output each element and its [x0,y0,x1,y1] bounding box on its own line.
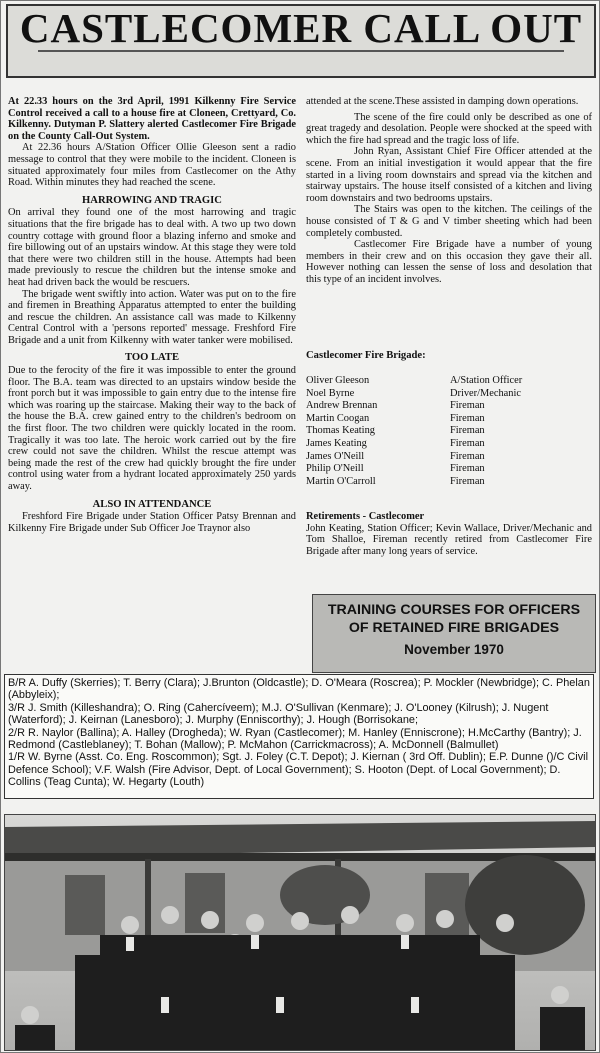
brigade-roster [306,375,566,488]
retirements [306,511,592,557]
article-paragraph: The Stairs was open to the kitchen. The ceilings of the house consisted of T & G and V timber sheeting which had been completely combusted. [306,204,592,239]
roster-row [306,400,566,413]
training-courses-box [312,594,596,673]
roster-rank: Fireman [450,450,485,462]
article-paragraph: At 22.36 hours A/Station Officer Ollie Gleeson sent a radio message to control that they were mobile to the incident. Cloneen is situated approximately four miles from Castlecomer on the Athy Road. Within minutes they had reached the scene. [8,142,296,189]
group-photo [4,814,596,1051]
roster-row [306,451,566,464]
roster-rank: Fireman [450,412,485,424]
roster-row [306,425,566,438]
section-heading: TOO LATE [124,352,180,364]
roster-row [306,438,566,451]
roster-name: James Keating [306,437,367,449]
attendee-group: 1/R W. Byrne (Asst. Co. Eng. Roscommon); Sgt. J. Foley (C.T. Depot); J. Kiernan ( 3rd Off. Dublin); E.P. Dunne ()/C Civil Defence School); V.F. Walsh (Fire Advisor, Dept. of Local Government); S. Hooton (Dept. of Local Government); D. Collins (Teag Cunta); W. Hegarty (Louth) [8,751,589,789]
article-paragraph: Freshford Fire Brigade under Station Officer Patsy Brennan and Kilkenny Fire Brigade under Sub Officer Joe Traynor also [8,511,296,534]
article-paragraph: Due to the ferocity of the fire it was impossible to enter the ground floor. The B.A. team was directed to an upstairs window beside the front porch but it was impossible to gain entry due to the intense fire which was roaring up the staircase. Making their way to the back of the house the B.A. crew gained entry to the children's bedroom on the first floor. The two children were quickly located in the room. Tragically it was too late. The heroic work carried out by the fire crew could not save the children. Whilst the rescue attempt was being made the rest of the crew had quickly brought the fire under control using water from a hydrant located approximately 250 yards away. [8,365,296,492]
article-paragraph: The brigade went swiftly into action. Water was put on to the fire and firemen in Breathing Apparatus attempted to enter the building and rescue the children. An assistance call was made to Kilkenny Central Control with a 'persons reported' message. Freshford Fire Brigade and a unit from Kilkenny with water tanker were mobilised. [8,288,296,346]
course-attendees-list [4,674,594,799]
masthead [6,4,596,78]
article-paragraph: attended at the scene.These assisted in damping down operations. [306,96,579,107]
roster-row [306,413,566,426]
masthead-rule [38,50,564,52]
intro-paragraph: At 22.33 hours on the 3rd April, 1991 Kilkenny Fire Service Control received a call to a house fire at Cloneen, Crettyard, Co. Kilkenny. Dutyman P. Slattery alerted Castlecomer Fire Brigade on the County Call-Out System. [8,96,296,142]
attendee-group: 2/R R. Naylor (Ballina); A. Halley (Drogheda); W. Ryan (Castlecomer); M. Hanley (Enniscrone); H.McCarthy (Bantry); J. Redmond (Castleblaney); T. Bohan (Mallow); P. McMahon (Carrickmacross); A. McDonnell (Balmullet) [8,726,582,752]
left-column [8,96,296,534]
roster-name: Noel Byrne [306,387,355,399]
article-paragraph: On arrival they found one of the most harrowing and tragic situations that the fire brigade has to deal with. A two up two down country cottage with ground floor a blazing inferno and smoke and fire billowing out of an upstairs window. At this stage they were told that there were two children still in the house. Attempts had been made previously to rescue the children but the intense smoke and heat had driven back the would be rescuers. [8,207,296,288]
roster-name: Oliver Gleeson [306,375,370,386]
attendee-group: B/R A. Duffy (Skerries); T. Berry (Clara); J.Brunton (Oldcastle); D. O'Meara (Roscrea); P. Mockler (Newbridge); C. Phelan (Abbyleix); [8,677,590,702]
roster-rank: Driver/Mechanic [450,387,521,399]
roster-name: Martin Coogan [306,412,370,424]
roster-name: Philip O'Neill [306,463,364,475]
roster-rank: Fireman [450,475,485,487]
article-paragraph: John Ryan, Assistant Chief Fire Officer attended at the scene. From an initial investigation it would appear that the fire started in a living room downstairs and spread via the kitchen and stairway upstairs. The house itself consisted of a kitchen and living room downstairs and two bedrooms upstairs. [306,146,592,204]
roster-row [306,375,566,388]
roster-rank: Fireman [450,437,485,449]
training-title-line-1: TRAINING COURSES FOR OFFICERS [327,602,581,618]
section-heading: HARROWING AND TRAGIC [82,194,222,206]
section-heading: ALSO IN ATTENDANCE [92,498,212,510]
article-paragraph: Castlecomer Fire Brigade have a number of young members in their crew and on this occasion they gave their all. However nothing can lessen the sense of loss and desolation that this type of an incident involves. [306,239,592,285]
page-title: CASTLECOMER CALL OUT [19,5,583,51]
roster-rank: Fireman [450,400,485,412]
roster-rank: A/Station Officer [450,375,523,386]
group-photo-image [5,815,595,1050]
roster-row [306,463,566,476]
retirements-text: John Keating, Station Officer; Kevin Wallace, Driver/Mechanic and Tom Shalloe, Fireman recently retired from Castlecomer Fire Brigade after many long years of service. [306,522,592,557]
training-title-line-2: OF RETAINED FIRE BRIGADES [348,620,560,636]
attendee-group: 3/R J. Smith (Killeshandra); O. Ring (Cahercíveem); M.J. O'Sullivan (Kenmare); J. O'Looney (Kilrush); J. Nugent (Waterford); J. Keirnan (Lanesboro); J. Murphy (Enniscorthy); J. Hough (Borrisokane; [8,701,549,727]
training-date: November 1970 [404,642,504,657]
article-paragraph: The scene of the fire could only be described as one of great tragedy and desolation. People were shocked at the speed with which the fire had spread and the tragic loss of life. [306,111,592,146]
roster-row [306,476,566,489]
roster-name: Andrew Brennan [306,400,378,412]
roster-row [306,388,566,401]
roster-name: Martin O'Carroll [306,475,376,487]
roster-name: James O'Neill [306,450,365,462]
retirements-title: Retirements - Castlecomer [306,511,425,522]
roster-rank: Fireman [450,463,485,475]
right-column [306,96,592,286]
roster-rank: Fireman [450,425,485,437]
brigade-heading: Castlecomer Fire Brigade: [306,350,426,361]
roster-name: Thomas Keating [306,425,375,437]
